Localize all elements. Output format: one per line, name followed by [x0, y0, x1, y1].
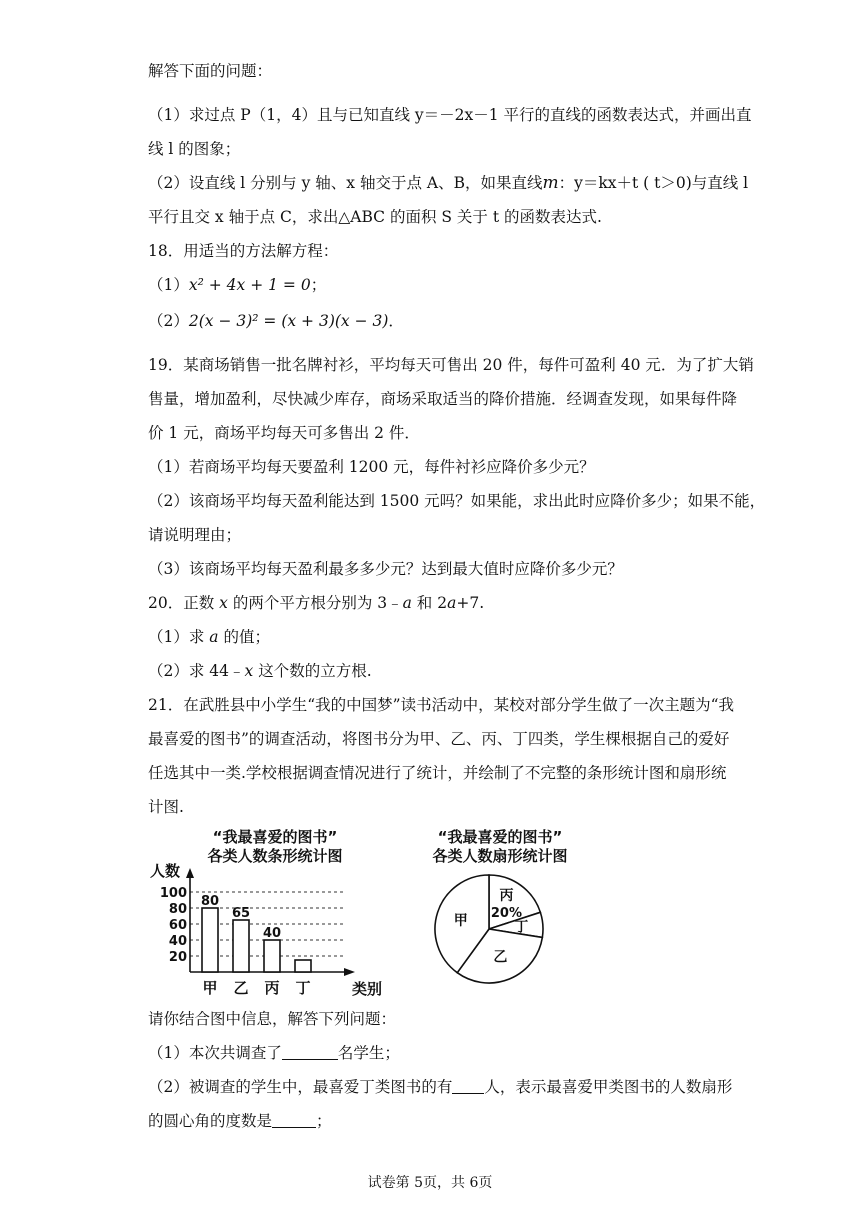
- text-line: （2）该商场平均每天盈利能达到 1500 元吗？如果能，求出此时应降价多少；如果不能，: [148, 492, 766, 510]
- text-line: （2）设直线 l 分别与 y 轴、x 轴交于点 A、B，如果直线m：y＝kx＋t ( t＞0)与直线 l: [148, 173, 749, 193]
- equation-1: （1）x² + 4x + 1 = 0；: [148, 276, 327, 294]
- x-tick-label: 甲: [202, 979, 218, 997]
- text-line: 价 1 元，商场平均每天可多售出 2 件．: [148, 424, 420, 442]
- answer-blank[interactable]: [282, 1043, 338, 1060]
- bar-value-label: 65: [231, 906, 251, 921]
- x-axis-arrow: [344, 968, 355, 976]
- y-tick-label: 80: [168, 902, 187, 917]
- y-tick-label: 40: [168, 934, 187, 949]
- bar: [233, 920, 249, 972]
- y-tick-label: 60: [168, 918, 187, 933]
- text-line: （1）求 a 的值；: [148, 628, 270, 646]
- text-line: （2）被调查的学生中，最喜爱丁类图书的有 人，表示最喜爱甲类图书的人数扇形: [148, 1078, 733, 1096]
- x-tick-label: 丁: [295, 979, 311, 997]
- slice-percent-label: 20%: [490, 905, 523, 921]
- bar-chart-title: “我最喜爱的图书”: [212, 828, 338, 846]
- y-axis-label: 人数: [150, 862, 181, 880]
- page-footer: 试卷第 5页，共 6页: [367, 1175, 493, 1191]
- text-line: （2）求 44﹣x 这个数的立方根.: [148, 662, 372, 680]
- text-line: 售量，增加盈利，尽快减少库存，商场采取适当的降价措施．经调查发现，如果每件降: [148, 390, 738, 408]
- text-line: 解答下面的问题：: [148, 62, 273, 80]
- slice-label: 甲: [453, 912, 468, 929]
- question-19-heading: 19．某商场销售一批名牌衬衫，平均每天可售出 20 件，每件可盈利 40 元．为了扩大销: [148, 356, 754, 374]
- x-tick-label: 丙: [264, 979, 280, 997]
- answer-blank[interactable]: [452, 1077, 484, 1094]
- bar: [264, 940, 280, 972]
- text-line: （1）本次共调查了 名学生；: [148, 1044, 400, 1062]
- y-tick-label: 20: [168, 950, 187, 965]
- pie-chart-title: “我最喜爱的图书”: [437, 828, 563, 846]
- answer-blank[interactable]: [272, 1111, 316, 1128]
- text-line: 最喜爱的图书”的调查活动，将图书分为甲、乙、丙、丁四类，学生棵根据自己的爱好: [148, 730, 730, 748]
- text-line: 平行且交 x 轴于点 C，求出△ABC 的面积 S 关于 t 的函数表达式.: [148, 208, 602, 226]
- equation-2: （2）2(x − 3)² = (x + 3)(x − 3)．: [148, 312, 404, 330]
- text-line: 任选其中一类.学校根据调查情况进行了统计，并绘制了不完整的条形统计图和扇形统: [148, 764, 727, 782]
- text-line: 计图.: [148, 798, 184, 816]
- pie-chart: [425, 862, 585, 1002]
- bar: [295, 960, 311, 972]
- text-line: 请说明理由；: [148, 526, 242, 544]
- text-line: 的圆心角的度数是 ；: [148, 1112, 332, 1130]
- x-tick-label: 乙: [233, 979, 249, 997]
- question-18-heading: 18．用适当的方法解方程：: [148, 242, 339, 260]
- text-line: 请你结合图中信息，解答下列问题：: [148, 1010, 397, 1028]
- bar: [202, 908, 218, 972]
- bar-value-label: 40: [262, 926, 282, 941]
- y-tick-label: 100: [159, 886, 187, 901]
- text-line: （1）求过点 P（1，4）且与已知直线 y＝－2x－1 平行的直线的函数表达式，并画出直: [148, 106, 752, 124]
- bar-value-label: 80: [200, 894, 220, 909]
- x-axis-label: 类别: [352, 980, 383, 998]
- slice-label: 丙: [499, 887, 514, 904]
- bar-chart: [150, 860, 400, 1000]
- question-21-heading: 21．在武胜县中小学生“我的中国梦”读书活动中，某校对部分学生做了一次主题为“我: [148, 696, 734, 714]
- text-line: （1）若商场平均每天要盈利 1200 元，每件衬衫应降价多少元？: [148, 458, 595, 476]
- y-axis-arrow: [186, 868, 194, 878]
- slice-label: 丁: [514, 919, 529, 936]
- text-line: （3）该商场平均每天盈利最多多少元？达到最大值时应降价多少元？: [148, 560, 623, 578]
- question-20-heading: 20．正数 x 的两个平方根分别为 3﹣a 和 2a+7.: [148, 594, 485, 612]
- pie-chart-subtitle: 各类人数扇形统计图: [432, 847, 568, 865]
- text-line: 线 l 的图象；: [148, 140, 241, 158]
- slice-label: 乙: [493, 949, 508, 966]
- bar-chart-subtitle: 各类人数条形统计图: [207, 847, 343, 865]
